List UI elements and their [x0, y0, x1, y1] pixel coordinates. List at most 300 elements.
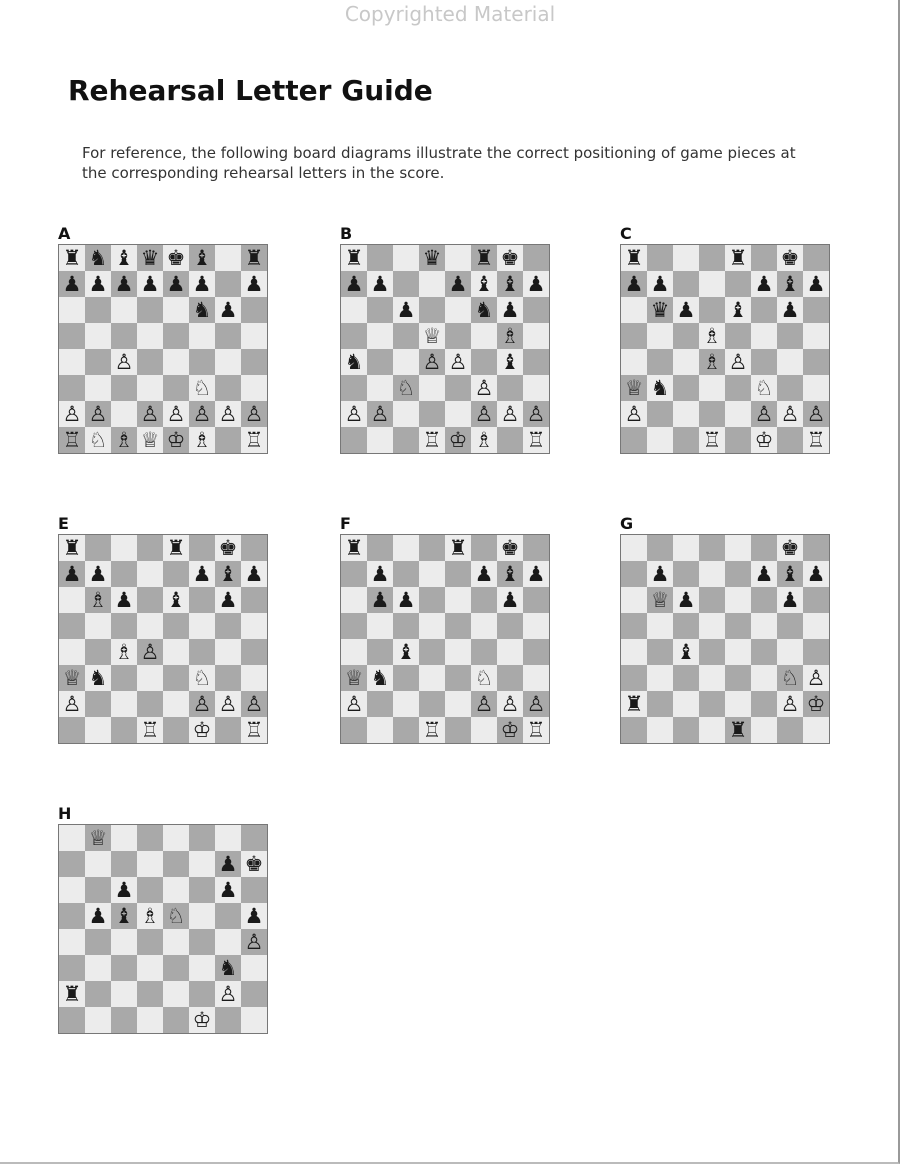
board-square: [111, 955, 137, 981]
board-square: [393, 323, 419, 349]
black-pawn-icon: ♟: [192, 562, 212, 586]
board-square: [497, 297, 523, 323]
black-bishop-icon: ♝: [500, 350, 520, 374]
black-pawn-icon: ♟: [244, 904, 264, 928]
board-square: [621, 375, 647, 401]
black-pawn-icon: ♟: [114, 588, 134, 612]
board-square: [189, 427, 215, 453]
black-pawn-icon: ♟: [624, 272, 644, 296]
board-square: [241, 929, 267, 955]
board-square: [445, 271, 471, 297]
board-square: [803, 639, 829, 665]
board-square: [85, 665, 111, 691]
chess-board: [340, 244, 550, 454]
white-bishop-icon: ♗: [702, 350, 722, 374]
black-pawn-icon: ♟: [806, 272, 826, 296]
board-square: [497, 691, 523, 717]
chess-board: [58, 244, 268, 454]
board-square: [341, 639, 367, 665]
board-square: [445, 665, 471, 691]
board-square: [111, 903, 137, 929]
board-square: [725, 323, 751, 349]
black-rook-icon: ♜: [344, 536, 364, 560]
board-square: [621, 587, 647, 613]
black-rook-icon: ♜: [624, 692, 644, 716]
board-square: [341, 613, 367, 639]
board-square: [777, 639, 803, 665]
board-square: [777, 271, 803, 297]
board-square: [751, 349, 777, 375]
board-square: [673, 561, 699, 587]
board-square: [163, 1007, 189, 1033]
board-square: [85, 245, 111, 271]
board-square: [163, 903, 189, 929]
board-square: [393, 401, 419, 427]
board-square: [725, 717, 751, 743]
board-square: [621, 561, 647, 587]
board-square: [137, 245, 163, 271]
board-square: [367, 245, 393, 271]
board-square: [725, 613, 751, 639]
white-pawn-icon: ♙: [474, 692, 494, 716]
black-rook-icon: ♜: [166, 536, 186, 560]
white-queen-icon: ♕: [650, 588, 670, 612]
board-square: [445, 639, 471, 665]
black-pawn-icon: ♟: [88, 562, 108, 586]
white-pawn-icon: ♙: [500, 402, 520, 426]
board-square: [215, 1007, 241, 1033]
chess-board: [340, 534, 550, 744]
board-square: [215, 929, 241, 955]
board-square: [699, 271, 725, 297]
board-square: [445, 717, 471, 743]
white-pawn-icon: ♙: [218, 402, 238, 426]
board-square: [137, 297, 163, 323]
board-square: [699, 639, 725, 665]
white-rook-icon: ♖: [62, 428, 82, 452]
board-square: [803, 401, 829, 427]
board-square: [725, 587, 751, 613]
white-bishop-icon: ♗: [140, 904, 160, 928]
white-king-icon: ♔: [192, 1008, 212, 1032]
watermark: Copyrighted Material: [344, 2, 556, 26]
board-square: [85, 375, 111, 401]
board-square: [367, 561, 393, 587]
board-square: [163, 535, 189, 561]
board-square: [189, 929, 215, 955]
board-square: [111, 401, 137, 427]
board-square: [445, 691, 471, 717]
board-square: [699, 717, 725, 743]
board-square: [419, 535, 445, 561]
board-square: [471, 297, 497, 323]
board-square: [647, 323, 673, 349]
board-square: [137, 717, 163, 743]
board-square: [59, 877, 85, 903]
board-square: [341, 717, 367, 743]
board-square: [111, 297, 137, 323]
board-square: [673, 535, 699, 561]
white-king-icon: ♔: [500, 718, 520, 742]
board-square: [445, 613, 471, 639]
black-bishop-icon: ♝: [474, 272, 494, 296]
board-square: [241, 587, 267, 613]
board-square: [367, 717, 393, 743]
board-square: [163, 981, 189, 1007]
board-square: [419, 375, 445, 401]
board-diagram-e: [58, 514, 268, 744]
chess-board: [620, 244, 830, 454]
board-square: [445, 245, 471, 271]
board-square: [215, 427, 241, 453]
board-square: [725, 375, 751, 401]
board-square: [241, 613, 267, 639]
board-square: [163, 323, 189, 349]
board-square: [647, 613, 673, 639]
board-square: [111, 375, 137, 401]
board-diagram-f: [340, 514, 550, 744]
white-pawn-icon: ♙: [166, 402, 186, 426]
board-square: [497, 613, 523, 639]
black-pawn-icon: ♟: [62, 272, 82, 296]
black-pawn-icon: ♟: [396, 298, 416, 322]
white-pawn-icon: ♙: [526, 402, 546, 426]
board-square: [367, 639, 393, 665]
board-square: [341, 375, 367, 401]
board-square: [471, 535, 497, 561]
black-pawn-icon: ♟: [676, 298, 696, 322]
board-square: [497, 271, 523, 297]
board-square: [59, 401, 85, 427]
white-pawn-icon: ♙: [218, 982, 238, 1006]
board-square: [85, 349, 111, 375]
board-square: [751, 245, 777, 271]
board-square: [241, 271, 267, 297]
board-square: [725, 297, 751, 323]
board-square: [523, 691, 549, 717]
board-square: [163, 245, 189, 271]
white-pawn-icon: ♙: [526, 692, 546, 716]
board-square: [647, 297, 673, 323]
board-square: [523, 639, 549, 665]
board-square: [523, 271, 549, 297]
board-square: [673, 717, 699, 743]
black-knight-icon: ♞: [88, 246, 108, 270]
chess-board: [620, 534, 830, 744]
board-square: [215, 665, 241, 691]
board-square: [59, 903, 85, 929]
chess-board: [58, 534, 268, 744]
white-knight-icon: ♘: [166, 904, 186, 928]
white-pawn-icon: ♙: [244, 692, 264, 716]
board-square: [471, 639, 497, 665]
board-square: [137, 665, 163, 691]
board-square: [59, 271, 85, 297]
board-square: [137, 825, 163, 851]
board-square: [647, 535, 673, 561]
white-pawn-icon: ♙: [244, 402, 264, 426]
board-square: [215, 535, 241, 561]
board-square: [699, 323, 725, 349]
white-pawn-icon: ♙: [474, 402, 494, 426]
board-square: [673, 349, 699, 375]
black-king-icon: ♚: [166, 246, 186, 270]
white-pawn-icon: ♙: [140, 402, 160, 426]
board-square: [215, 903, 241, 929]
board-square: [523, 535, 549, 561]
board-square: [137, 955, 163, 981]
board-square: [341, 271, 367, 297]
board-square: [189, 401, 215, 427]
white-rook-icon: ♖: [422, 718, 442, 742]
board-square: [189, 1007, 215, 1033]
board-square: [111, 691, 137, 717]
board-square: [621, 639, 647, 665]
board-square: [111, 1007, 137, 1033]
white-pawn-icon: ♙: [62, 402, 82, 426]
board-square: [111, 613, 137, 639]
white-bishop-icon: ♗: [500, 324, 520, 348]
board-square: [699, 401, 725, 427]
white-rook-icon: ♖: [422, 428, 442, 452]
black-king-icon: ♚: [500, 536, 520, 560]
board-square: [85, 717, 111, 743]
page-title: Rehearsal Letter Guide: [68, 74, 433, 107]
white-queen-icon: ♕: [624, 376, 644, 400]
white-knight-icon: ♘: [780, 666, 800, 690]
board-letter: B: [340, 224, 353, 243]
board-letter: E: [58, 514, 69, 533]
board-square: [725, 349, 751, 375]
board-square: [777, 717, 803, 743]
black-knight-icon: ♞: [192, 298, 212, 322]
board-square: [419, 427, 445, 453]
board-square: [85, 297, 111, 323]
board-square: [241, 851, 267, 877]
white-bishop-icon: ♗: [114, 640, 134, 664]
board-square: [673, 323, 699, 349]
board-square: [367, 349, 393, 375]
board-square: [189, 665, 215, 691]
board-square: [85, 427, 111, 453]
board-square: [163, 427, 189, 453]
black-pawn-icon: ♟: [780, 298, 800, 322]
board-square: [111, 349, 137, 375]
board-square: [673, 401, 699, 427]
board-square: [59, 427, 85, 453]
board-square: [241, 665, 267, 691]
black-pawn-icon: ♟: [192, 272, 212, 296]
board-square: [803, 561, 829, 587]
board-square: [163, 877, 189, 903]
board-square: [523, 245, 549, 271]
board-square: [471, 665, 497, 691]
board-square: [777, 375, 803, 401]
board-square: [647, 349, 673, 375]
black-pawn-icon: ♟: [448, 272, 468, 296]
board-square: [85, 955, 111, 981]
board-square: [189, 825, 215, 851]
board-square: [111, 717, 137, 743]
board-square: [803, 271, 829, 297]
white-pawn-icon: ♙: [448, 350, 468, 374]
board-square: [803, 613, 829, 639]
board-square: [471, 691, 497, 717]
black-pawn-icon: ♟: [114, 272, 134, 296]
black-rook-icon: ♜: [62, 536, 82, 560]
board-letter: H: [58, 804, 72, 823]
board-square: [621, 245, 647, 271]
board-square: [777, 323, 803, 349]
board-square: [111, 981, 137, 1007]
board-square: [497, 323, 523, 349]
board-square: [111, 877, 137, 903]
board-letter: F: [340, 514, 351, 533]
board-square: [725, 561, 751, 587]
board-square: [419, 323, 445, 349]
board-square: [137, 613, 163, 639]
board-square: [85, 613, 111, 639]
board-square: [137, 535, 163, 561]
white-bishop-icon: ♗: [88, 588, 108, 612]
black-rook-icon: ♜: [62, 982, 82, 1006]
board-square: [471, 375, 497, 401]
board-square: [445, 349, 471, 375]
white-pawn-icon: ♙: [244, 930, 264, 954]
board-square: [777, 613, 803, 639]
board-square: [673, 613, 699, 639]
black-bishop-icon: ♝: [500, 562, 520, 586]
board-square: [215, 981, 241, 1007]
board-square: [751, 587, 777, 613]
board-square: [393, 665, 419, 691]
white-rook-icon: ♖: [806, 428, 826, 452]
black-pawn-icon: ♟: [370, 272, 390, 296]
black-pawn-icon: ♟: [140, 272, 160, 296]
board-square: [523, 401, 549, 427]
board-diagram-b: [340, 224, 550, 454]
board-square: [85, 535, 111, 561]
black-pawn-icon: ♟: [474, 562, 494, 586]
board-square: [163, 717, 189, 743]
board-square: [367, 535, 393, 561]
board-square: [215, 349, 241, 375]
board-square: [751, 271, 777, 297]
board-square: [163, 825, 189, 851]
black-knight-icon: ♞: [370, 666, 390, 690]
board-square: [445, 297, 471, 323]
board-square: [803, 535, 829, 561]
board-square: [215, 587, 241, 613]
board-square: [85, 825, 111, 851]
board-square: [471, 561, 497, 587]
board-square: [163, 271, 189, 297]
board-square: [471, 427, 497, 453]
white-pawn-icon: ♙: [422, 350, 442, 374]
white-rook-icon: ♖: [244, 718, 264, 742]
white-pawn-icon: ♙: [114, 350, 134, 374]
board-square: [777, 245, 803, 271]
board-square: [341, 561, 367, 587]
board-square: [673, 587, 699, 613]
board-square: [751, 561, 777, 587]
board-square: [523, 665, 549, 691]
board-square: [341, 401, 367, 427]
board-square: [803, 665, 829, 691]
board-square: [59, 1007, 85, 1033]
board-square: [341, 427, 367, 453]
board-square: [523, 613, 549, 639]
board-square: [523, 717, 549, 743]
board-square: [699, 297, 725, 323]
board-square: [341, 297, 367, 323]
board-square: [85, 691, 111, 717]
board-square: [137, 639, 163, 665]
board-square: [59, 349, 85, 375]
white-queen-icon: ♕: [62, 666, 82, 690]
board-square: [497, 401, 523, 427]
board-diagram-g: [620, 514, 830, 744]
board-square: [393, 245, 419, 271]
board-square: [673, 271, 699, 297]
board-square: [393, 587, 419, 613]
board-square: [215, 691, 241, 717]
board-square: [777, 401, 803, 427]
board-square: [647, 561, 673, 587]
board-square: [85, 929, 111, 955]
white-pawn-icon: ♙: [754, 402, 774, 426]
board-square: [699, 535, 725, 561]
white-pawn-icon: ♙: [370, 402, 390, 426]
board-square: [523, 349, 549, 375]
white-pawn-icon: ♙: [728, 350, 748, 374]
black-pawn-icon: ♟: [650, 562, 670, 586]
board-square: [137, 929, 163, 955]
board-square: [497, 535, 523, 561]
board-letter: G: [620, 514, 634, 533]
board-square: [241, 535, 267, 561]
black-pawn-icon: ♟: [218, 852, 238, 876]
board-square: [241, 717, 267, 743]
board-diagram-c: [620, 224, 830, 454]
board-square: [523, 375, 549, 401]
board-square: [497, 349, 523, 375]
board-square: [445, 587, 471, 613]
white-pawn-icon: ♙: [344, 692, 364, 716]
white-pawn-icon: ♙: [218, 692, 238, 716]
board-square: [367, 297, 393, 323]
black-pawn-icon: ♟: [754, 272, 774, 296]
board-square: [367, 427, 393, 453]
board-square: [699, 245, 725, 271]
white-knight-icon: ♘: [192, 376, 212, 400]
board-square: [241, 903, 267, 929]
board-square: [111, 587, 137, 613]
board-square: [777, 427, 803, 453]
white-knight-icon: ♘: [88, 428, 108, 452]
white-bishop-icon: ♗: [702, 324, 722, 348]
board-square: [777, 297, 803, 323]
board-square: [241, 1007, 267, 1033]
board-square: [673, 639, 699, 665]
black-pawn-icon: ♟: [500, 588, 520, 612]
board-square: [621, 323, 647, 349]
board-square: [215, 955, 241, 981]
board-square: [85, 877, 111, 903]
board-square: [621, 535, 647, 561]
white-pawn-icon: ♙: [806, 402, 826, 426]
black-bishop-icon: ♝: [676, 640, 696, 664]
